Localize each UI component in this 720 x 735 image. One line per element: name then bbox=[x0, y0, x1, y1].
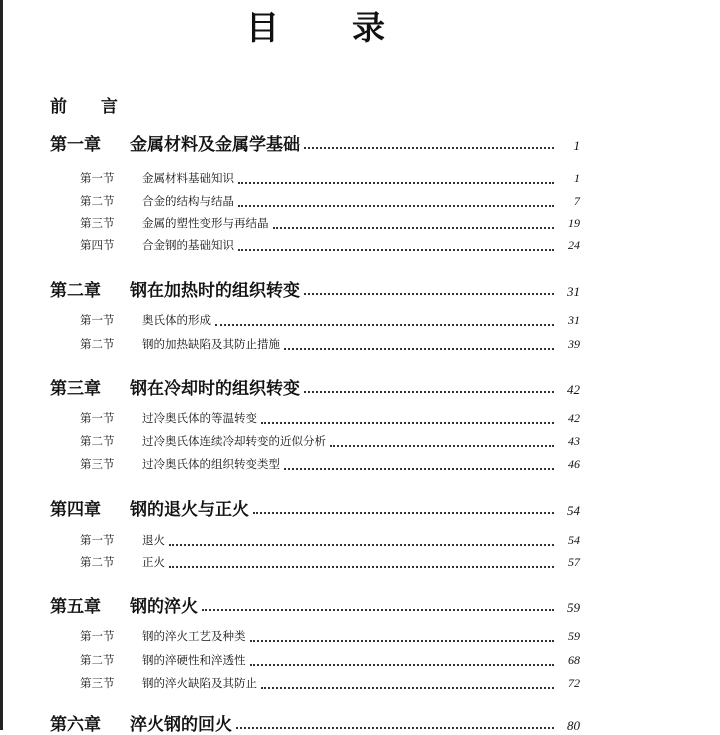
dot-leader bbox=[330, 443, 554, 447]
toc-chapter-entry[interactable] bbox=[50, 374, 580, 399]
section-title: 奥氏体的形成 bbox=[142, 313, 211, 327]
section-title: 合金的结构与结晶 bbox=[142, 194, 234, 208]
chapter-title: 钢的淬火 bbox=[130, 597, 198, 617]
dot-leader bbox=[250, 638, 555, 642]
section-title: 过冷奥氏体连续冷却转变的近似分析 bbox=[142, 434, 326, 448]
dot-leader bbox=[238, 203, 554, 207]
toc-chapter-entry[interactable] bbox=[50, 130, 580, 155]
section-number: 第一节 bbox=[80, 313, 115, 327]
section-title: 过冷奥氏体的等温转变 bbox=[142, 411, 257, 425]
dot-leader bbox=[284, 346, 554, 350]
dot-leader bbox=[304, 291, 554, 295]
section-number: 第二节 bbox=[80, 337, 115, 351]
page-number: 42 bbox=[567, 382, 580, 397]
dot-leader bbox=[261, 685, 554, 689]
chapter-title: 钢在冷却时的组织转变 bbox=[130, 379, 300, 399]
toc-section-entry[interactable] bbox=[80, 456, 580, 472]
page-number: 31 bbox=[567, 284, 580, 299]
page-number: 54 bbox=[567, 503, 580, 518]
dot-leader bbox=[238, 247, 554, 251]
chapter-title: 金属材料及金属学基础 bbox=[130, 135, 300, 155]
dot-leader bbox=[238, 180, 554, 184]
page-number: 57 bbox=[568, 555, 580, 569]
chapter-number: 第三章 bbox=[50, 379, 101, 399]
section-number: 第二节 bbox=[80, 653, 115, 667]
section-title: 钢的淬火工艺及种类 bbox=[142, 629, 246, 643]
section-title: 退火 bbox=[142, 533, 165, 547]
dot-leader bbox=[169, 542, 554, 546]
section-number: 第二节 bbox=[80, 194, 115, 208]
section-title: 钢的淬火缺陷及其防止 bbox=[142, 676, 257, 690]
dot-leader bbox=[250, 662, 555, 666]
page-number: 72 bbox=[568, 676, 580, 690]
toc-section-entry[interactable] bbox=[80, 193, 580, 209]
chapter-title: 淬火钢的回火 bbox=[130, 715, 232, 735]
chapter-number: 第一章 bbox=[50, 135, 101, 155]
chapter-number: 第六章 bbox=[50, 715, 101, 735]
toc-section-entry[interactable] bbox=[80, 170, 580, 186]
dot-leader bbox=[304, 389, 554, 393]
section-number: 第三节 bbox=[80, 457, 115, 471]
page-number: 7 bbox=[574, 194, 580, 208]
page-number: 54 bbox=[568, 533, 580, 547]
dot-leader bbox=[304, 145, 554, 149]
toc-chapter-entry[interactable] bbox=[50, 710, 580, 735]
toc-section-entry[interactable] bbox=[80, 410, 580, 426]
page-number: 39 bbox=[568, 337, 580, 351]
section-number: 第一节 bbox=[80, 629, 115, 643]
section-number: 第三节 bbox=[80, 216, 115, 230]
page-number: 1 bbox=[573, 138, 580, 153]
page-number: 59 bbox=[567, 600, 580, 615]
toc-chapter-entry[interactable] bbox=[50, 276, 580, 301]
page-number: 59 bbox=[568, 629, 580, 643]
section-number: 第二节 bbox=[80, 434, 115, 448]
dot-leader bbox=[261, 420, 554, 424]
section-number: 第三节 bbox=[80, 676, 115, 690]
chapter-number: 第四章 bbox=[50, 500, 101, 520]
chapter-number: 第五章 bbox=[50, 597, 101, 617]
dot-leader bbox=[273, 225, 555, 229]
chapter-number: 第二章 bbox=[50, 281, 101, 301]
title-char-left: 目 bbox=[246, 8, 279, 47]
toc-chapter-entry[interactable] bbox=[50, 592, 580, 617]
dot-leader bbox=[202, 607, 554, 611]
section-number: 第二节 bbox=[80, 555, 115, 569]
toc-section-entry[interactable] bbox=[80, 554, 580, 570]
section-title: 正火 bbox=[142, 555, 165, 569]
page-number: 42 bbox=[568, 411, 580, 425]
page-number: 46 bbox=[568, 457, 580, 471]
section-title: 合金钢的基础知识 bbox=[142, 238, 234, 252]
page-number: 31 bbox=[568, 313, 580, 327]
page-number: 19 bbox=[568, 216, 580, 230]
section-number: 第一节 bbox=[80, 171, 115, 185]
section-title: 过冷奥氏体的组织转变类型 bbox=[142, 457, 280, 471]
page-left-edge-rule bbox=[0, 0, 3, 730]
title-char-right: 录 bbox=[352, 8, 385, 47]
toc-section-entry[interactable] bbox=[80, 628, 580, 644]
toc-preface-entry[interactable]: 前 言 bbox=[50, 97, 132, 117]
section-number: 第一节 bbox=[80, 533, 115, 547]
section-title: 金属的塑性变形与再结晶 bbox=[142, 216, 269, 230]
section-number: 第四节 bbox=[80, 238, 115, 252]
section-title: 钢的淬硬性和淬透性 bbox=[142, 653, 246, 667]
page-number: 1 bbox=[574, 171, 580, 185]
dot-leader bbox=[253, 510, 554, 514]
page-number: 24 bbox=[568, 238, 580, 252]
toc-section-entry[interactable] bbox=[80, 675, 580, 691]
toc-chapter-entry[interactable] bbox=[50, 495, 580, 520]
page-number: 43 bbox=[568, 434, 580, 448]
page-number: 80 bbox=[567, 718, 580, 733]
chapter-title: 钢的退火与正火 bbox=[130, 500, 249, 520]
toc-section-entry[interactable] bbox=[80, 652, 580, 668]
section-title: 金属材料基础知识 bbox=[142, 171, 234, 185]
toc-section-entry[interactable] bbox=[80, 215, 580, 231]
dot-leader bbox=[169, 564, 554, 568]
chapter-title: 钢在加热时的组织转变 bbox=[130, 281, 300, 301]
dot-leader bbox=[284, 466, 554, 470]
toc-section-entry[interactable] bbox=[80, 336, 580, 352]
toc-section-entry[interactable] bbox=[80, 237, 580, 253]
dot-leader bbox=[215, 322, 554, 326]
section-number: 第一节 bbox=[80, 411, 115, 425]
toc-section-entry[interactable] bbox=[80, 312, 580, 328]
page-number: 68 bbox=[568, 653, 580, 667]
page-title bbox=[0, 2, 720, 46]
dot-leader bbox=[236, 725, 554, 729]
toc-section-entry[interactable] bbox=[80, 433, 580, 449]
section-title: 钢的加热缺陷及其防止措施 bbox=[142, 337, 280, 351]
toc-section-entry[interactable] bbox=[80, 532, 580, 548]
